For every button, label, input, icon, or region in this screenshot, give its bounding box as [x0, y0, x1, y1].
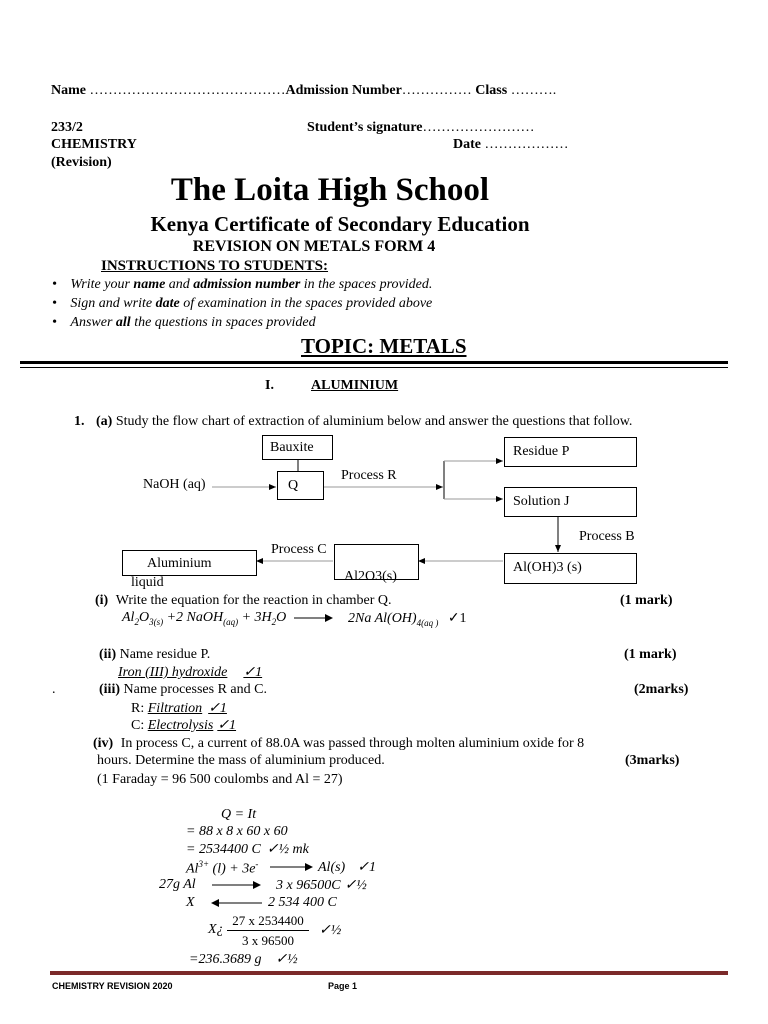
- part-iv-marks: (3marks): [625, 753, 680, 768]
- class-dots: ……….: [510, 83, 557, 98]
- tick-icon: ✓½: [344, 878, 367, 893]
- answer-c: C: Electrolysis ✓1: [131, 718, 237, 733]
- name-label: Name: [51, 83, 86, 98]
- solution-j-box: [504, 487, 637, 517]
- residue-p-label: Residue P: [513, 444, 570, 459]
- arrow-left-icon: [208, 897, 264, 909]
- section-title: ALUMINIUM: [311, 378, 399, 393]
- liquid-label: liquid: [131, 575, 164, 590]
- tick-icon: ✓½: [275, 952, 298, 967]
- admission-dots: ……………: [401, 83, 472, 98]
- fraction-numerator: 27 x 2534400: [232, 913, 304, 928]
- footer-title: CHEMISTRY REVISION 2020: [52, 981, 173, 991]
- working-line-5b: 3 x 96500C ✓½: [276, 878, 367, 893]
- part-ii-answer: Iron (III) hydroxide ✓1: [118, 665, 263, 680]
- exam-name: Kenya Certificate of Secondary Education: [150, 212, 530, 236]
- working-line-1: Q = It: [221, 807, 257, 822]
- instructions-heading: INSTRUCTIONS TO STUDENTS:: [101, 258, 329, 274]
- instruction-item: • Sign and write date of examination in the spaces provided above: [52, 296, 433, 311]
- bullet: •: [52, 277, 57, 292]
- bullet: •: [52, 315, 57, 330]
- part-ii-marks: (1 mark): [624, 647, 677, 662]
- section-number: I.: [265, 378, 274, 393]
- bauxite-label: Bauxite: [270, 440, 314, 455]
- tick-icon: ✓½: [319, 923, 342, 938]
- name-dots: ……………………………………: [89, 83, 286, 98]
- admission-label: Admission Number: [285, 83, 402, 98]
- process-r-label: Process R: [341, 468, 397, 483]
- working-line-8: =236.3689 g ✓½: [189, 952, 298, 967]
- part-ii: (ii) Name residue P.: [99, 647, 211, 662]
- solution-j-label: Solution J: [513, 494, 570, 509]
- school-name: The Loita High School: [170, 172, 490, 208]
- question-number: 1.: [74, 414, 85, 429]
- aluminium-box: [122, 550, 257, 576]
- tick-icon: ✓1: [357, 860, 376, 875]
- working-line-2: = 88 x 8 x 60 x 60: [186, 824, 288, 839]
- part-iii: (iii) Name processes R and C.: [99, 682, 267, 697]
- naoh-label: NaOH (aq): [143, 477, 206, 492]
- working-line-4a: $Al^{3+}$ (l) + 3e-: [186, 859, 259, 877]
- working-line-4b: Al(s) ✓1: [318, 860, 376, 875]
- working-line-6b: 2 534 400 C: [268, 895, 337, 910]
- residue-p-box: [504, 437, 637, 467]
- paper-code: 233/2: [51, 120, 83, 135]
- revision-label: (Revision): [51, 155, 112, 170]
- answer-r: R: Filtration ✓1: [131, 701, 227, 716]
- part-iv-line2: hours. Determine the mass of aluminium produced.: [97, 753, 385, 768]
- chamber-q-box: [277, 471, 324, 500]
- part-iii-marks: (2marks): [634, 682, 689, 697]
- aloh3-box: [504, 553, 637, 584]
- part-i-product: 2Na $Al(OH)_{4(aq )}$ ✓1: [348, 611, 467, 628]
- date-label: Date: [453, 137, 481, 152]
- tick-icon: ✓1: [447, 611, 467, 626]
- aluminium-label: Aluminium: [147, 556, 212, 571]
- tick-icon: ✓1: [243, 665, 263, 680]
- al2o3-label: Al2O3(s): [344, 569, 397, 584]
- chamber-q-label: Q: [288, 478, 299, 493]
- part-iv-given: (1 Faraday = 96 500 coulombs and Al = 27): [97, 772, 343, 787]
- tick-icon: ✓1: [208, 701, 227, 716]
- question-text: Study the flow chart of extraction of aluminium below and answer the questions that follow.: [115, 414, 633, 429]
- reaction-arrow-icon: [292, 612, 336, 624]
- part-i: (i) Write the equation for the reaction in chamber Q.: [95, 593, 392, 608]
- instruction-item: • Write your name and admission number in the spaces provided.: [52, 277, 433, 292]
- revision-title: REVISION ON METALS FORM 4: [192, 238, 436, 255]
- arrow-right-icon: [210, 879, 266, 891]
- part-i-answer: $Al_2O_{3(s)} +2$ NaOH$_{(aq)}$ + $3H_2O$: [122, 610, 287, 627]
- working-line-5a: 27g Al: [159, 877, 196, 892]
- tick-icon: ✓1: [217, 718, 237, 733]
- fraction-denominator: 3 x 96500: [242, 933, 294, 948]
- topic-heading: TOPIC: METALS: [301, 334, 467, 358]
- working-x: X¿: [208, 922, 224, 937]
- part-iv: (iv) In process C, a current of 88.0A was passed through molten aluminium oxide for 8: [93, 736, 585, 751]
- bauxite-box: [262, 435, 333, 460]
- signature-dots: ……………………: [422, 120, 535, 135]
- fraction-bar: [227, 930, 309, 931]
- working-line-6a: X: [186, 895, 195, 910]
- page-number: Page 1: [328, 981, 358, 991]
- signature-label: Student’s signature: [307, 120, 423, 135]
- al2o3-box: [334, 544, 419, 584]
- aloh3-label: Al(OH)3 (s): [513, 560, 582, 575]
- process-b-label: Process B: [579, 529, 635, 544]
- subject-name: CHEMISTRY: [51, 137, 137, 152]
- part-i-marks: (1 mark): [620, 593, 673, 608]
- part-iii-dot: .: [52, 682, 56, 697]
- tick-icon: ✓½ mk: [266, 842, 309, 857]
- question-part: (a): [96, 414, 113, 429]
- instruction-item: • Answer all the questions in spaces provided: [52, 315, 316, 330]
- footer-rule: [50, 971, 728, 975]
- bullet: •: [52, 296, 57, 311]
- process-c-label: Process C: [271, 542, 327, 557]
- arrow-right-icon: [268, 861, 318, 873]
- working-line-3: = 2534400 C ✓½ mk: [186, 842, 309, 857]
- class-label: Class: [475, 83, 508, 98]
- date-dots: ………………: [484, 137, 569, 152]
